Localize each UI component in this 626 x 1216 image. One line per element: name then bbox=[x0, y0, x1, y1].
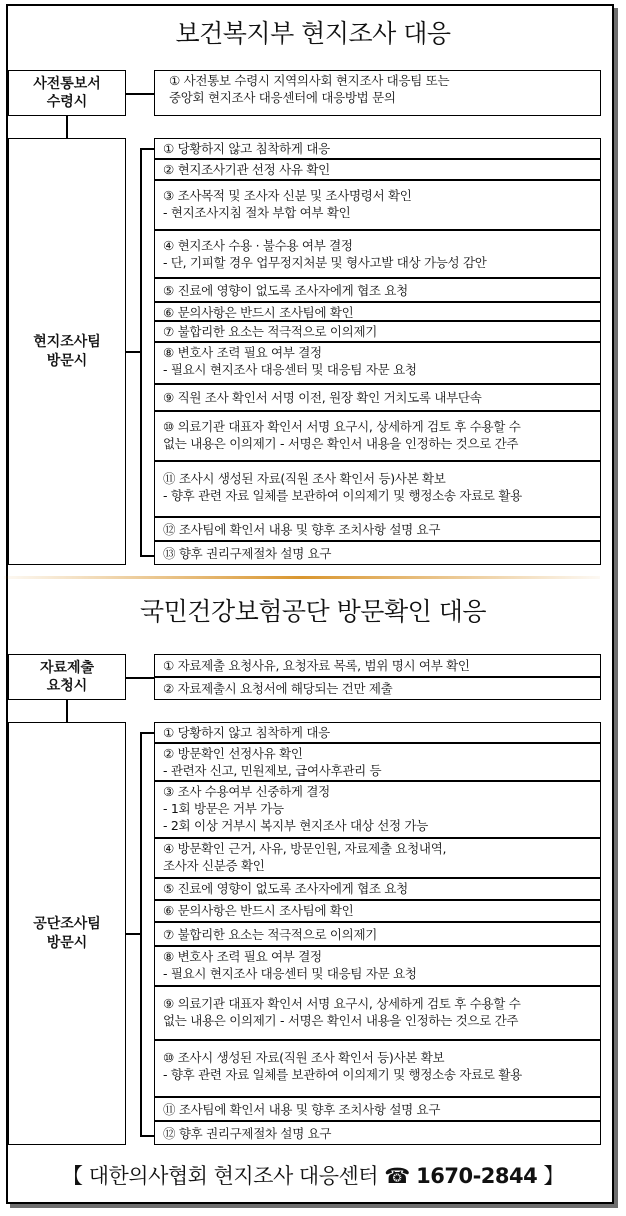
onsite-visit-list bbox=[154, 138, 601, 565]
list-item: ⑩ 조사시 생성된 자료(직원 조사 확인서 등)사본 확보 - 향후 관련 자료 일체를 보관하여 이의제기 및 행정소송 자료로 활용 bbox=[154, 1040, 601, 1097]
list-item: ① 자료제출 요청사유, 요청자료 목록, 범위 명시 여부 확인 bbox=[154, 654, 601, 677]
list-item: ③ 조사 수용여부 신중하게 결정 - 1회 방문은 거부 가능 - 2회 이상 거부시 복지부 현지조사 대상 선정 가능 bbox=[154, 781, 601, 838]
connector bbox=[140, 732, 154, 734]
connector bbox=[126, 677, 154, 679]
label-data-request: 자료제출 요청시 bbox=[8, 654, 126, 700]
data-request-list bbox=[154, 654, 601, 700]
list-item: ① 당황하지 않고 침착하게 대응 bbox=[154, 138, 601, 159]
footer-text: 【 대한의사협회 현지조사 대응센터 bbox=[62, 1164, 385, 1188]
list-item: ⑫ 조사팀에 확인서 내용 및 향후 조치사항 설명 요구 bbox=[154, 517, 601, 541]
list-item: ④ 현지조사 수용 · 불수용 여부 결정 - 단, 기피할 경우 업무정지처분 및 형사고발 대상 가능성 감안 bbox=[154, 230, 601, 278]
list-item: ⑥ 문의사항은 반드시 조사팀에 확인 bbox=[154, 900, 601, 922]
notice-group bbox=[154, 70, 601, 116]
label-onsite-visit: 현지조사팀 방문시 bbox=[8, 138, 126, 565]
list-item: ③ 조사목적 및 조사자 신분 및 조사명령서 확인 - 현지조사지침 절차 부합 여부 확인 bbox=[154, 180, 601, 230]
list-item: ⑪ 조사시 생성된 자료(직원 조사 확인서 등)사본 확보 - 향후 관련 자료 일체를 보관하여 이의제기 및 행정소송 자료로 활용 bbox=[154, 461, 601, 517]
list-item: ② 방문확인 선정사유 확인 - 관련자 신고, 민원제보, 급여사후관리 등 bbox=[154, 743, 601, 781]
nhis-visit-list bbox=[154, 722, 601, 1145]
bracket-line bbox=[140, 732, 142, 1135]
bracket-line bbox=[140, 148, 142, 555]
footer-close: 】 bbox=[537, 1164, 564, 1188]
connector bbox=[140, 1135, 154, 1137]
list-item: ⑤ 진료에 영향이 없도록 조사자에게 협조 요청 bbox=[154, 878, 601, 900]
contact-footer bbox=[0, 1160, 626, 1190]
list-item: ⑪ 조사팀에 확인서 내용 및 향후 조치사항 설명 요구 bbox=[154, 1097, 601, 1121]
section2-title: 국민건강보험공단 방문확인 대응 bbox=[140, 597, 486, 626]
connector bbox=[126, 351, 140, 353]
list-item: ⑥ 문의사항은 반드시 조사팀에 확인 bbox=[154, 302, 601, 321]
section1-title: 보건복지부 현지조사 대응 bbox=[175, 19, 451, 48]
phone-icon: ☎ bbox=[384, 1164, 410, 1188]
list-item: ⑨ 직원 조사 확인서 서명 이전, 원장 확인 거치도록 내부단속 bbox=[154, 384, 601, 411]
list-item: ⑩ 의료기관 대표자 확인서 서명 요구시, 상세하게 검토 후 수용할 수 없는 내용은 이의제기 - 서명은 확인서 내용을 인정하는 것으로 간주 bbox=[154, 411, 601, 461]
connector bbox=[126, 93, 154, 95]
connector bbox=[66, 116, 68, 138]
label-notice-received: 사전통보서 수령시 bbox=[8, 70, 126, 116]
notice-item: ① 사전통보 수령시 지역의사회 현지조사 대응팀 또는 중앙회 현지조사 대응센터에 대응방법 문의 bbox=[154, 70, 601, 116]
list-item: ⑧ 변호사 조력 필요 여부 결정 - 필요시 현지조사 대응센터 및 대응팀 자문 요청 bbox=[154, 342, 601, 384]
label-nhis-visit: 공단조사팀 방문시 bbox=[8, 722, 126, 1145]
section-divider bbox=[4, 576, 600, 579]
list-item: ⑧ 변호사 조력 필요 여부 결정 - 필요시 현지조사 대응센터 및 대응팀 자문 요청 bbox=[154, 946, 601, 986]
list-item: ① 당황하지 않고 침착하게 대응 bbox=[154, 722, 601, 743]
connector bbox=[140, 555, 154, 557]
list-item: ⑬ 향후 권리구제절차 설명 요구 bbox=[154, 541, 601, 565]
list-item: ② 자료제출시 요청서에 해당되는 건만 제출 bbox=[154, 677, 601, 700]
list-item: ⑤ 진료에 영향이 없도록 조사자에게 협조 요청 bbox=[154, 278, 601, 302]
connector bbox=[126, 933, 140, 935]
list-item: ⑫ 향후 권리구제절차 설명 요구 bbox=[154, 1121, 601, 1145]
connector bbox=[66, 700, 68, 722]
list-item: ⑦ 불합리한 요소는 적극적으로 이의제기 bbox=[154, 922, 601, 946]
connector bbox=[140, 148, 154, 150]
list-item: ⑦ 불합리한 요소는 적극적으로 이의제기 bbox=[154, 321, 601, 342]
list-item: ⑨ 의료기관 대표자 확인서 서명 요구시, 상세하게 검토 후 수용할 수 없는 내용은 이의제기 - 서명은 확인서 내용을 인정하는 것으로 간주 bbox=[154, 986, 601, 1040]
phone-number: 1670-2844 bbox=[416, 1164, 538, 1188]
list-item: ② 현지조사기관 선정 사유 확인 bbox=[154, 159, 601, 180]
list-item: ④ 방문확인 근거, 사유, 방문인원, 자료제출 요청내역, 조사자 신분증 확인 bbox=[154, 838, 601, 878]
